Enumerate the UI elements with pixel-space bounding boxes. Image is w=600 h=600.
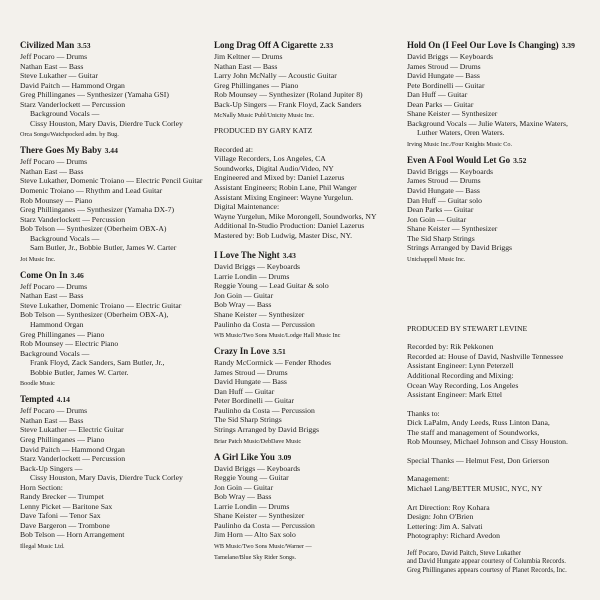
song-title	[214, 250, 404, 261]
song-title	[214, 40, 404, 51]
credit-line: Additional In-Studio Production: Daniel Lazerus	[214, 221, 365, 231]
credit-line: Assistant Engineer: Lynn Peterzell	[407, 361, 514, 371]
special-thanks: Special Thanks — Helmut Fest, Don Grierson	[407, 455, 550, 465]
credit-line: Pete Bordinelli — Guitar	[407, 80, 485, 90]
song-block	[20, 145, 208, 263]
column-right	[407, 40, 595, 575]
song-title-text: I Love The Night	[214, 250, 280, 261]
credit-line: Assistant Engineers; Robin Lane, Phil Wanger	[214, 183, 357, 193]
credit-line: Domenic Troiano — Rhythm and Lead Guitar	[20, 186, 163, 196]
credit-line: Dave Tafoni — Tenor Sax	[20, 511, 101, 521]
song-duration: 3.53	[77, 41, 91, 50]
credit-line: Assistant Engineer: Mark Ettel	[407, 390, 503, 400]
song-duration: 3.51	[272, 347, 286, 357]
song-title	[214, 346, 404, 357]
credit-line: Greg Phillinganes appears courtesy of Planet Records, Inc.	[407, 566, 567, 574]
credit-line: Luther Waters, Oren Waters.	[417, 128, 505, 138]
song-title-text: Hold On (I Feel Our Love Is Changing)	[407, 40, 559, 50]
credit-line: and David Hungate appear courtesy of Columbia Records.	[407, 558, 566, 566]
credit-line: Nathan East — Bass	[20, 291, 84, 301]
credit-line: Dan Huff — Guitar	[407, 90, 468, 100]
song-duration: 3.09	[277, 452, 292, 462]
credit-line: Rob Mounsey — Synthesizer (Roland Jupiter 8)	[214, 90, 363, 100]
credit-line: James Stroud — Drums	[407, 176, 481, 186]
credit-line: David Paitch — Hammond Organ	[20, 444, 125, 454]
credit-line: Starz Vanderlockett — Percussion	[20, 99, 126, 109]
song-title-text: Even A Fool Would Let Go	[407, 154, 511, 165]
publisher-credit: WB Music/Two Sons Music/Lodge Hall Music Inc	[214, 332, 341, 340]
credit-line: Steve Lukather, Domenic Troiano — Electric Pencil Guitar	[20, 176, 203, 186]
credit-line: The Sid Sharp Strings	[214, 415, 282, 425]
credit-line: Recorded by: Rik Pekkonen	[407, 342, 494, 352]
credit-line: Jon Goin — Guitar	[407, 214, 467, 224]
credit-line: Bob Wray — Bass	[214, 300, 272, 310]
song-duration: 4.14	[56, 395, 70, 405]
credit-line: David Briggs — Keyboards	[214, 463, 301, 473]
credit-line: Strings Arranged by David Briggs	[407, 243, 513, 253]
credit-line: Jim Horn — Alto Sax solo	[214, 530, 296, 540]
credit-line: James Stroud — Drums	[214, 367, 288, 377]
section-gap	[407, 494, 595, 503]
credit-line: Dan Huff — Guitar solo	[407, 195, 483, 205]
credit-line: Rob Mounsey — Piano	[20, 195, 93, 205]
credit-line: Soundworks, Digital Audio/Video, NY	[214, 163, 334, 173]
credit-line: The staff and management of Soundworks,	[407, 427, 540, 437]
courtesy-notes	[407, 550, 595, 576]
credit-line: Dean Parks — Guitar	[407, 205, 474, 215]
publisher-credit: Boodle Music	[20, 380, 55, 388]
song-duration: 3.52	[513, 155, 527, 165]
credit-line: Randy Brecker — Trumpet	[20, 492, 104, 502]
song-title-text: Tempted	[20, 394, 54, 405]
publisher-credit: Tamelane/Blue Sky Rider Songs.	[214, 553, 297, 561]
song-block	[214, 452, 404, 562]
credit-line: Cissy Houston, Mary Davis, Dierdre Tuck Corley	[30, 118, 183, 128]
credit-line: Steve Lukather, Domenic Troiano — Electric Guitar	[20, 300, 182, 310]
credit-line: David Paitch — Hammond Organ	[20, 80, 125, 90]
credit-line: Cissy Houston, Mary Davis, Dierdre Tuck Corley	[30, 473, 183, 483]
song-duration: 3.39	[561, 41, 575, 50]
song-block	[20, 40, 208, 139]
column-left	[20, 40, 208, 557]
credit-line: David Hungate — Bass	[214, 377, 287, 387]
credit-line: Additional Recording and Mixing:	[407, 371, 514, 381]
credit-line: Paulinho da Costa — Percussion	[214, 405, 315, 415]
production-credits	[407, 324, 595, 400]
credit-line: Dick LaPalm, Andy Leeds, Russ Linton Dana,	[407, 418, 550, 428]
credit-line: Randy McCormick — Fender Rhodes	[214, 358, 332, 368]
credit-line: Reggie Young — Lead Guitar & solo	[214, 281, 329, 291]
credit-line: Greg Phillinganes — Piano	[20, 434, 105, 444]
credit-line: Back-Up Singers —	[20, 463, 83, 473]
producer-heading: PRODUCED BY GARY KATZ	[214, 126, 313, 136]
song-title-text: A Girl Like You	[214, 451, 275, 462]
credit-line: Larry John McNally — Acoustic Guitar	[214, 71, 337, 81]
thanks-section	[407, 409, 595, 466]
credit-line: Lenny Picket — Baritone Sax	[20, 501, 113, 511]
credit-line: Peter Bordinelli — Guitar	[214, 396, 295, 406]
song-title-text: Long Drag Off A Cigarette	[214, 40, 317, 50]
publisher-credit: Irving Music Inc./Four Knights Music Co.	[407, 140, 513, 148]
section-gap	[407, 400, 595, 409]
song-duration: 3.46	[70, 270, 84, 280]
credit-line: Nathan East — Bass	[20, 415, 84, 425]
song-block	[20, 270, 208, 388]
credit-line: Jeff Pocaro — Drums	[20, 52, 88, 61]
song-title	[20, 145, 208, 156]
producer-heading: PRODUCED BY STEWART LEVINE	[407, 323, 528, 333]
credit-line: Steve Lukather — Electric Guitar	[20, 425, 124, 435]
song-title	[20, 270, 208, 281]
management-section	[407, 474, 595, 493]
credit-line: Dan Huff — Guitar	[214, 386, 275, 396]
credit-line: Hammond Organ	[30, 320, 84, 330]
song-block	[214, 346, 404, 445]
song-block	[407, 155, 595, 264]
credit-line: Larrie Londin — Drums	[214, 271, 290, 281]
song-title	[214, 452, 404, 463]
credit-line: Lettering: Jim A. Salvati	[407, 521, 483, 531]
section-gap	[407, 465, 595, 474]
credit-line: Frank Floyd, Zack Sanders, Sam Butler, Jr.,	[30, 358, 165, 368]
credit-line: Nathan East — Bass	[214, 61, 278, 71]
credit-line: Background Vocals —	[30, 109, 100, 119]
credit-line: Bobbie Butler, James W. Carter.	[30, 367, 129, 377]
production-credits	[214, 126, 404, 240]
credit-line: Shane Keister — Synthesizer	[214, 511, 305, 521]
credit-line: Digital Maintenance:	[214, 202, 280, 212]
credit-line: Bob Telson — Synthesizer (Oberheim OBX-A),	[20, 310, 169, 320]
credit-line: Jon Goin — Guitar	[214, 290, 274, 300]
credit-line: Jeff Pocaro — Drums	[20, 281, 88, 291]
credit-line: David Briggs — Keyboards	[407, 166, 494, 176]
credit-line: Nathan East — Bass	[20, 166, 84, 176]
publisher-credit: Orca Songs/Watchpocked adm. by Bug.	[20, 131, 119, 139]
song-title	[20, 394, 208, 405]
song-title	[407, 40, 595, 51]
credit-line: Jeff Pocaro, David Paitch, Steve Lukather	[407, 549, 522, 557]
credit-line: Engineered and Mixed by: Daniel Lazerus	[214, 173, 345, 183]
song-duration: 3.43	[282, 251, 296, 261]
credit-line: Greg Phillinganes — Piano	[20, 329, 105, 339]
credit-line: Background Vocals —	[20, 348, 90, 358]
credit-line: Reggie Young — Guitar	[214, 473, 289, 483]
thanks-heading: Thanks to:	[407, 408, 440, 418]
song-title-text: Come On In	[20, 269, 68, 280]
credit-line: Greg Phillinganes — Piano	[214, 80, 299, 90]
credit-line: Design: John O'Brien	[407, 512, 474, 522]
song-block	[214, 250, 404, 340]
credit-line: The Sid Sharp Strings	[407, 233, 475, 243]
song-duration: 3.44	[104, 146, 118, 156]
art-credits	[407, 503, 595, 541]
credit-line: James Stroud — Drums	[407, 61, 481, 71]
credit-line: Shane Keister — Synthesizer	[407, 109, 498, 119]
credit-line: Michael Lang/BETTER MUSIC, NYC, NY	[407, 483, 543, 493]
publisher-credit: WB Music/Two Sons Music/Warner —	[214, 542, 312, 550]
credit-line: Larrie Londin — Drums	[214, 501, 290, 511]
credit-line: Jim Keltner — Drums	[214, 52, 283, 61]
credit-line: Paulinho da Costa — Percussion	[214, 319, 315, 329]
credit-line: Nathan East — Bass	[20, 61, 84, 71]
credit-line: Strings Arranged by David Briggs	[214, 424, 320, 434]
song-block	[407, 40, 595, 149]
credit-line: Background Vocals — Julie Waters, Maxine Waters,	[407, 118, 568, 128]
publisher-credit: Jot Music Inc.	[20, 255, 56, 263]
section-gap	[407, 447, 595, 456]
publisher-credit: Illegal Music Ltd.	[20, 542, 65, 550]
credit-line: Steve Lukather — Guitar	[20, 71, 98, 81]
credit-line: Background Vocals —	[30, 233, 100, 243]
credit-line: Horn Section:	[20, 482, 63, 492]
credit-line: Jeff Pocaro — Drums	[20, 406, 88, 416]
credit-line: Greg Phillinganes — Synthesizer (Yamaha GSI)	[20, 90, 169, 100]
credit-line: Mastered by: Bob Ludwig, Master Disc, NY.	[214, 230, 353, 240]
credit-line: Assistant Mixing Engineer: Wayne Yurgelun.	[214, 192, 354, 202]
credit-line: David Briggs — Keyboards	[214, 262, 301, 272]
credit-line: Starz Vanderlockett — Percussion	[20, 454, 126, 464]
song-title	[20, 40, 208, 51]
song-block	[20, 394, 208, 551]
song-title-text: Civilized Man	[20, 40, 75, 50]
credit-line: Paulinho da Costa — Percussion	[214, 520, 315, 530]
song-title-text: There Goes My Baby	[20, 145, 102, 156]
section-gap	[407, 270, 595, 324]
credit-line: Back-Up Singers — Frank Floyd, Zack Sanders	[214, 99, 362, 109]
credit-line: Wayne Yurgelun, Mike Morongell, Soundworks, NY	[214, 211, 377, 221]
credit-line: Village Recorders, Los Angeles, CA	[214, 154, 326, 164]
credit-line: Bob Telson — Synthesizer (Oberheim OBX-A)	[20, 224, 167, 234]
publisher-credit: Briar Patch Music/DebDave Music	[214, 437, 302, 445]
publisher-credit: McNally Music Publ/Unicity Music Inc.	[214, 112, 315, 120]
song-block	[214, 40, 404, 120]
credit-line: Sam Butler, Jr., Bobbie Butler, James W. Carter	[30, 243, 177, 253]
credit-line: Shane Keister — Synthesizer	[407, 224, 498, 234]
column-middle	[214, 40, 404, 568]
credit-line: Greg Phillinganes — Synthesizer (Yamaha DX-7)	[20, 205, 175, 215]
credit-line: Bob Wray — Bass	[214, 492, 272, 502]
song-title	[407, 155, 595, 166]
credit-line: Dean Parks — Guitar	[407, 99, 474, 109]
credit-line: David Hungate — Bass	[407, 186, 480, 196]
song-title-text: Crazy In Love	[214, 346, 270, 357]
credit-line: David Briggs — Keyboards	[407, 52, 494, 61]
credit-line: Recorded at: House of David, Nashville Tennessee	[407, 351, 564, 361]
credit-line: Rob Mounsey, Michael Johnson and Cissy Houston.	[407, 437, 568, 447]
credit-line: Rob Mounsey — Electric Piano	[20, 339, 119, 349]
credit-line: Recorded at:	[214, 144, 254, 154]
credit-line: Photography: Richard Avedon	[407, 531, 500, 541]
credit-line: Bob Telson — Horn Arrangement	[20, 530, 125, 540]
management-heading: Management:	[407, 474, 450, 484]
credit-line: Ocean Way Recording, Los Angeles	[407, 380, 519, 390]
section-gap	[407, 541, 595, 550]
credit-line: Jon Goin — Guitar	[214, 482, 274, 492]
credit-line: Jeff Pocaro — Drums	[20, 157, 88, 167]
credit-line: Shane Keister — Synthesizer	[214, 310, 305, 320]
credit-line: Dave Bargeron — Trombone	[20, 520, 110, 530]
song-duration: 2.33	[319, 41, 334, 50]
credit-line: Art Direction: Roy Kohara	[407, 502, 490, 512]
credit-line: Starz Vanderlockett — Percussion	[20, 214, 126, 224]
publisher-credit: Unichappell Music Inc.	[407, 255, 466, 263]
credit-line: David Hungate — Bass	[407, 71, 480, 81]
